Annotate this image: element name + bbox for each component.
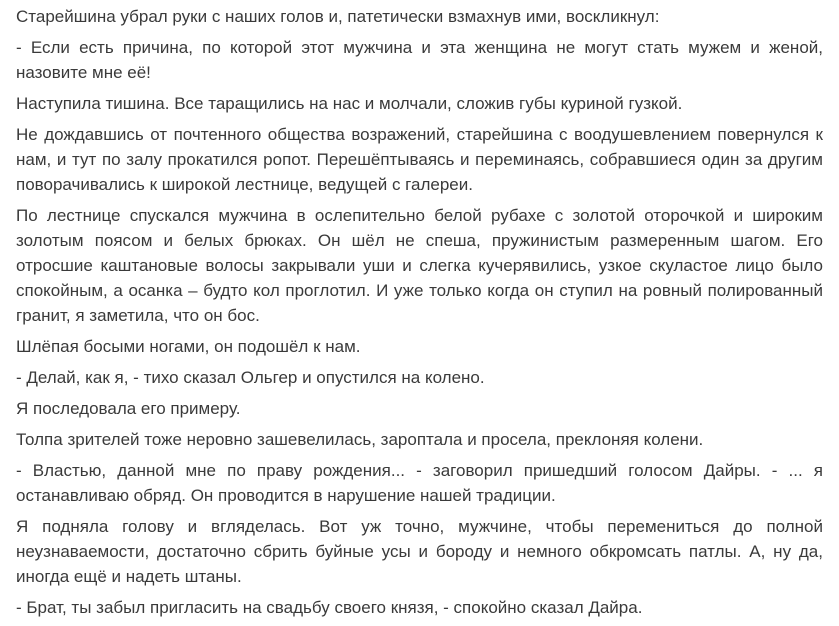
paragraph: Я последовала его примеру.: [16, 399, 241, 418]
paragraph: Я подняла голову и вгляделась. Вот уж точно, мужчине, чтобы перемениться до полной неузнаваемости, достаточно сбрить буйные усы и бороду и немного обкромсать патлы. А, ну да, иногда ещё и надеть штаны.: [16, 517, 823, 586]
paragraph: Шлёпая босыми ногами, он подошёл к нам.: [16, 337, 361, 356]
paragraph: По лестнице спускался мужчина в ослепительно белой рубахе с золотой оторочкой и широким золотым поясом и белых брюках. Он шёл не спеша, пружинистым размеренным шагом. Его отросшие каштановые волосы закрывали уши и слегка кучерявились, узкое скуластое лицо было спокойным, а осанка – будто кол проглотил. И уже только когда он ступил на ровный полированный гранит, я заметила, что он бос.: [16, 206, 823, 325]
paragraph: Наступила тишина. Все таращились на нас и молчали, сложив губы куриной гузкой.: [16, 94, 683, 113]
paragraph: Толпа зрителей тоже неровно зашевелилась, зароптала и просела, преклоняя колени.: [16, 430, 704, 449]
paragraph: - Властью, данной мне по праву рождения... - заговорил пришедший голосом Дайры. - ... я останавливаю обряд. Он проводится в нарушение нашей традиции.: [16, 461, 823, 505]
paragraph: Не дождавшись от почтенного общества возражений, старейшина с воодушевлением повернулся к нам, и тут по залу прокатился ропот. Перешёптываясь и переминаясь, собравшиеся один за другим поворачивались к широкой лестнице, ведущей с галереи.: [16, 125, 823, 194]
paragraph: - Делай, как я, - тихо сказал Ольгер и опустился на колено.: [16, 368, 485, 387]
paragraph: Старейшина убрал руки с наших голов и, патетически взмахнув ими, воскликнул:: [16, 7, 660, 26]
paragraph: - Брат, ты забыл пригласить на свадьбу своего князя, - спокойно сказал Дайра.: [16, 598, 643, 617]
paragraph: - Если есть причина, по которой этот мужчина и эта женщина не могут стать мужем и женой, назовите мне её!: [16, 38, 823, 82]
